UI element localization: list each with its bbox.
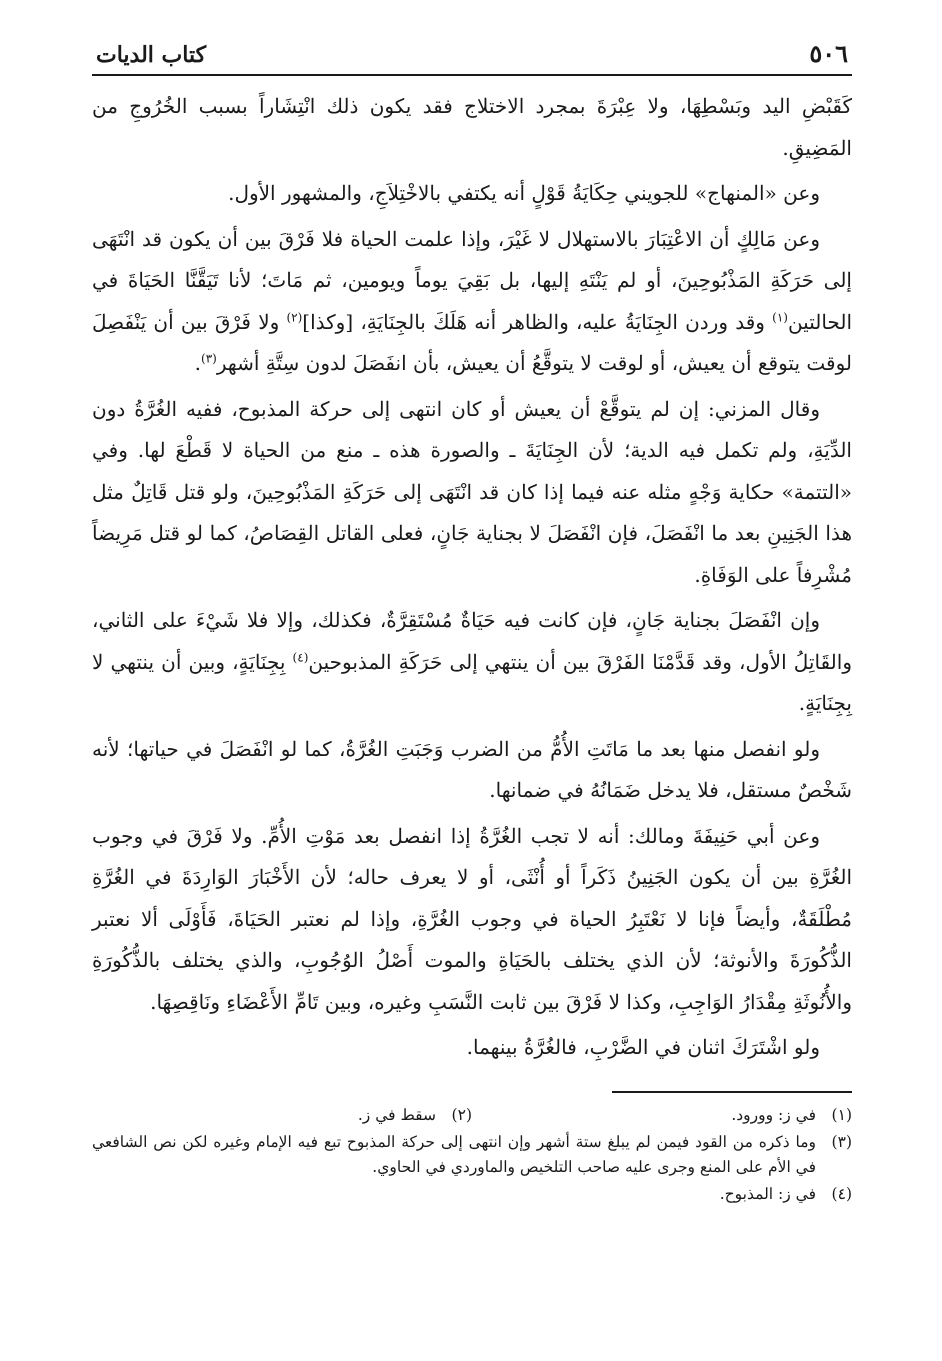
footnote-text: سقط في ز. — [357, 1105, 436, 1124]
footnote-marker: (٣) — [201, 351, 217, 366]
footnote-number: (٢) — [451, 1105, 472, 1124]
paragraph: وإن انْفَصَلَ بجناية جَانٍ، فإن كانت فيه حَيَاةٌ مُسْتَقِرَّةٌ، فكذلك، وإلا فلا شَيْءَ على الثاني، والقَاتِلُ الأول، وقد قَدَّمْنَا الفَرْقَ بين أن ينتهي إلى حَرَكَةِ المذبوحين$^{(٤)}$ بِجِنَايَةٍ، وبين أن ينتهي لا بِجِنَايَةٍ. — [92, 608, 852, 715]
footnote — [472, 1103, 852, 1128]
footnotes — [92, 1103, 852, 1207]
book-title: كتاب الديات — [96, 42, 207, 68]
footnote-pair — [92, 1103, 852, 1130]
page-header — [92, 28, 852, 76]
paragraph: وعن أبي حَنِيفَةَ ومالك: أنه لا تجب الغُرَّةُ إذا انفصل بعد مَوْتِ الأُمِّ. ولا فَرْقَ في وجوب الغُرَّةِ بين أن يكون الجَنِينُ ذَكَراً أو أُنْثَى، أو لا يعرف حاله؛ لأن الأَخْبَارَ الوَارِدَةَ في الغُرَّةِ مُطْلَقَةٌ، وأيضاً فإنا لا نَعْتَبِرُ الحياة في وجوب الغُرَّةِ، وإذا لم نعتبر الحَيَاةَ، فَأَوْلَى ألا نعتبر الذُّكُورَةَ والأنوثة؛ لأن الذي يختلف بالحَيَاةِ والموت أَصْلُ الوُجُوبِ، والذي يختلف بالذُّكُورَةِ والأُنُوثَةِ مِقْدَارُ الوَاجِبِ، وكذا لا فَرْقَ بين ثابت النَّسَبِ وغيره، وبين تَامِّ الأَعْضَاءِ ونَاقِصِهَا. — [92, 823, 852, 1014]
paragraph: ولو انفصل منها بعد ما مَاتَتِ الأُمُّ من الضرب وَجَبَتِ الغُرَّةُ، كما لو انْفَصَلَ في حياتها؛ لأنه شَخْصٌ مستقل، فلا يدخل ضَمَانُهُ في ضمانها. — [92, 736, 852, 802]
footnote-number: (١) — [831, 1105, 852, 1124]
footnote-marker: (١) — [772, 309, 788, 324]
footnote-text: في ز: وورود. — [731, 1105, 816, 1124]
document-page — [92, 28, 852, 1209]
footnote-divider — [612, 1091, 852, 1093]
footnote — [92, 1103, 472, 1128]
footnote-number: (٣) — [831, 1132, 852, 1151]
paragraph: وقال المزني: إن لم يتوقَّعْ أن يعيش أو كان انتهى إلى حركة المذبوح، ففيه الغُرَّةُ دون الدِّيَةِ، ولم تكمل فيه الدية؛ لأن الجِنَايَةَ ـ والصورة هذه ـ منع من الحياة لا قَطْعَ لها. وفي «التتمة» حكاية وَجْهٍ مثله عنه فيما إذا كان قد انْتَهَى إلى حَرَكَةِ المَذْبُوحِينَ، ولو قتل قَاتِلٌ مثل هذا الجَنِينِ بعد ما انْفَصَلَ، فإن انْفَصَلَ لا بجناية جَانٍ، فعلى القاتل القِصَاصُ، كما لو قتل مَرِيضاً مُشْرِفاً على الوَفَاةِ. — [92, 396, 852, 587]
main-text — [92, 86, 852, 1069]
footnote-text: وما ذكره من القود فيمن لم يبلغ ستة أشهر وإن انتهى إلى حركة المذبوح تبع فيه الإمام وغيره لكن نص الشافعي في الأم على المنع وجرى عليه صاحب التلخيص والماوردي في الحاوي. — [92, 1132, 816, 1176]
paragraph: وعن مَالِكٍ أن الاعْتِبَارَ بالاستهلال لا غَيْرَ، وإذا علمت الحياة فلا فَرْقَ بين أن يكون قد انْتَهَى إلى حَرَكَةِ المَذْبُوحِينَ، أو لم يَنْتَهِ إليها، بل بَقِيَ يوماً ويومين، ثم مَاتَ؛ لأنا تَيَقَّنَّا الحَيَاةَ في الحالتين$^{(١)}$ وقد وردن الجِنَايَةُ عليه، والظاهر أنه هَلَكَ بالجِنَايَةِ، [وكذا]$^{(٢)}$ ولا فَرْقَ بين أن يَنْفَصِلَ لوقت يتوقع أن يعيش، أو لوقت لا يتوقَّعُ أن يعيش، بأن انفَصَلَ لدون سِتَّةِ أشهر$^{(٣)}$. — [92, 226, 852, 375]
paragraph: كَقَبْضِ اليد وبَسْطِهَا، ولا عِبْرَةَ بمجرد الاختلاج فقد يكون ذلك انْتِشَاراً بسبب الخُرُوجِ من المَضِيقِ. — [92, 94, 852, 160]
footnote-number: (٤) — [831, 1184, 852, 1203]
footnote-text: في ز: المذبوح. — [719, 1184, 816, 1203]
footnote — [92, 1130, 852, 1180]
page-number: ٥٠٦ — [809, 39, 848, 68]
paragraph: ولو اشْتَرَكَ اثنان في الضَّرْبِ، فالغُرَّةُ بينهما. — [466, 1035, 820, 1059]
paragraph: وعن «المنهاج» للجويني حِكَايَةُ قَوْلٍ أنه يكتفي بالاخْتِلاَجِ، والمشهور الأول. — [228, 181, 820, 205]
footnote-marker: (٢) — [286, 309, 303, 324]
footnote — [92, 1182, 852, 1207]
footnote-marker: (٤) — [292, 649, 309, 664]
